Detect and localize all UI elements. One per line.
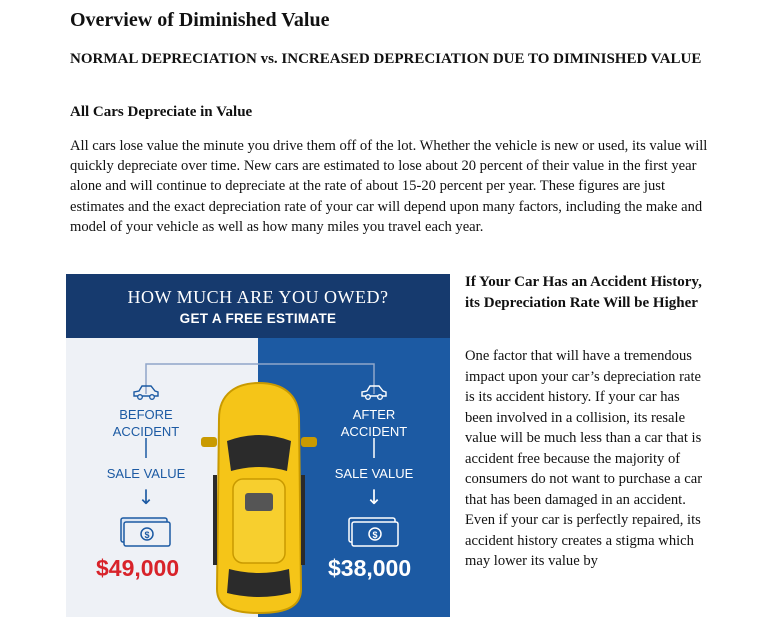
- sidebar-body: [465, 346, 705, 572]
- estimate-infographic[interactable]: [66, 274, 450, 617]
- before-accident-label: BEFORE ACCIDENT: [112, 407, 180, 439]
- page-title: Overview of Diminished Value: [70, 9, 330, 31]
- after-price: $38,000: [328, 555, 412, 581]
- svg-text:$: $: [372, 530, 378, 540]
- after-accident-label: AFTER ACCIDENT: [340, 407, 408, 439]
- money-stack-icon: [348, 517, 400, 549]
- infographic-heading: HOW MUCH ARE YOU OWED?: [127, 287, 389, 307]
- paragraph-text: All cars lose value the minute you drive them off of the lot. Whether the vehicle is new or used, its value will quickly depreciate over time. New cars are estimated to lose about 20 percent of their value in the first year alone and will continue to depreciate at the rate of about 15-20 percent per year. These figures are just estimates and the exact depreciation rate of your car will depend upon many factors, including the make and model of your vehicle as well as how many miles you travel each year.: [70, 138, 708, 235]
- sidebar-heading: If Your Car Has an Accident History, its Depreciation Rate Will be Higher: [465, 274, 702, 311]
- section-heading: All Cars Depreciate in Value: [70, 104, 253, 120]
- svg-text:$: $: [144, 530, 150, 540]
- sidebar-text: One factor that will have a tremendous impact upon your car’s depreciation rate is its accident history. If your car has been involved in a collision, its resale value will be much less than a car that is accident free because the majority of consumers do not want to purchase a car that has been damaged in an accident. Even if your car is perfectly repaired, its accident history creates a stigma which may lower its value by: [465, 348, 703, 569]
- down-arrow-icon: ↓: [365, 485, 383, 509]
- sale-value-label-after: SALE VALUE: [334, 466, 414, 481]
- subtitle: NORMAL DEPRECIATION vs. INCREASED DEPRECIATION DUE TO DIMINISHED VALUE: [70, 51, 702, 67]
- car-outline-icon: [359, 383, 389, 401]
- down-arrow-icon: ↓: [137, 485, 155, 509]
- money-stack-icon: [120, 517, 172, 549]
- intro-paragraph: [70, 136, 710, 237]
- infographic-cta[interactable]: GET A FREE ESTIMATE: [179, 311, 337, 326]
- car-outline-icon: [131, 383, 161, 401]
- before-price: $49,000: [96, 555, 180, 581]
- yellow-car-illustration: [197, 379, 321, 615]
- sale-value-label-before: SALE VALUE: [106, 466, 186, 481]
